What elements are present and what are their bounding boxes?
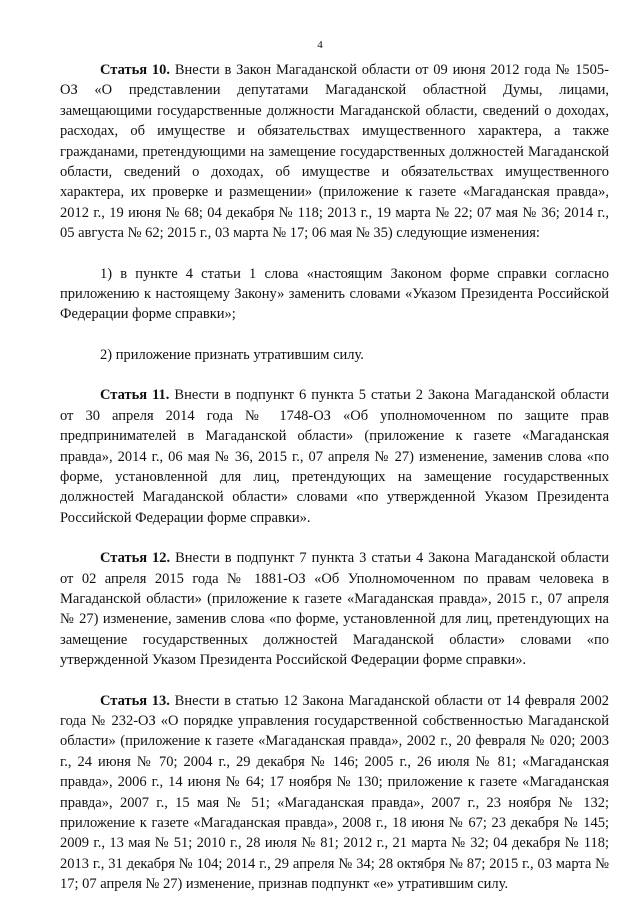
article-13-paragraph — [60, 691, 609, 895]
page-number: 4 — [317, 39, 323, 51]
article-10-paragraph — [60, 60, 609, 244]
article-12-paragraph — [60, 548, 609, 670]
article-10-item-1 — [60, 264, 609, 325]
article-12-heading: Статья 12. — [100, 550, 171, 567]
article-11-paragraph — [60, 385, 609, 528]
article-10-text: Внести в Закон Магаданской области от 09 июня 2012 года № 1505-ОЗ «О представлении депутатами Магаданской областной Думы, лицами, замещающими государственные должности Магаданской области, сведений о доходах, расходах, об имуществе и обязательствах имущественного характера, а также гражданами, претендующими на замещение государственных должностей Магаданской области, сведений о доходах, об имуществе и обязательствах имущественного характера, их проверке и размещении» (приложение к газете «Магаданская правда», 2012 г., 19 июня № 68; 04 декабря № 118; 2013 г., 19 марта № 22; 07 мая № 36; 2014 г., 05 августа № 62; 2015 г., 03 марта № 17; 06 мая № 35) следующие изменения: — [60, 62, 610, 242]
article-10-heading: Статья 10. — [100, 62, 171, 78]
article-13-heading: Статья 13. — [100, 692, 170, 709]
article-12-text: Внести в подпункт 7 пункта 3 статьи 4 Закона Магаданской области от 02 апреля 2015 года № 1881-ОЗ «Об Уполномоченном по правам человека в Магаданской области» (приложение к газете «Магаданская правда», 2015 г., 07 апреля № 27) изменение, заменив слова «по форме, установленной для лиц, претендующих на замещение государственных должностей Магаданской области» словами «по утвержденной Указом Президента Российской Федерации форме справки». — [60, 550, 609, 669]
article-10-item-2-text: 2) приложение признать утратившим силу. — [100, 346, 364, 363]
article-13-text: Внести в статью 12 Закона Магаданской области от 14 февраля 2002 года № 232-ОЗ «О порядке управления государственной собственностью Магаданской области» (приложение к газете «Магаданская правда», 2002 г., 20 февраля № 020; 2003 г., 24 июня № 70; 2004 г., 29 декабря № 146; 2005 г., 26 июля № 81; «Магаданская правда», 2006 г., 14 июня № 64; 17 ноября № 130; приложение к газете «Магаданская правда», 2007 г., 15 мая № 51; «Магаданская правда», 2007 г., 23 ноября № 132; приложение к газете «Магаданская правда», 2008 г., 18 июня № 67; 23 декабря № 145; 2009 г., 13 мая № 51; 2010 г., 28 июля № 81; 2012 г., 21 марта № 32; 04 декабря № 118; 2013 г., 31 декабря № 104; 2014 г., 29 апреля № 34; 28 октября № 87; 2015 г., 03 марта № 17; 07 апреля № 27) изменение, признав подпункт «е» утратившим силу. — [60, 692, 609, 893]
article-11-text: Внести в подпункт 6 пункта 5 статьи 2 Закона Магаданской области от 30 апреля 2014 года № 1748-ОЗ «Об уполномоченном по защите прав предпринимателей в Магаданской области» (приложение к газете «Магаданская правда», 2014 г., 06 мая № 36, 2015 г., 07 апреля № 27) изменение, заменив слова «по форме, установленной для лиц, претендующих на замещение государственных должностей Магаданской области» словами «по утвержденной Указом Президента Российской Федерации форме справки». — [60, 387, 609, 526]
article-10-item-1-text: 1) в пункте 4 статьи 1 слова «настоящим Законом форме справки согласно приложению к настоящему Закону» заменить словами «Указом Президента Российской Федерации форме справки»; — [60, 265, 609, 323]
article-11-heading: Статья 11. — [100, 387, 170, 404]
document-body — [60, 60, 609, 895]
article-10-item-2 — [60, 345, 609, 365]
